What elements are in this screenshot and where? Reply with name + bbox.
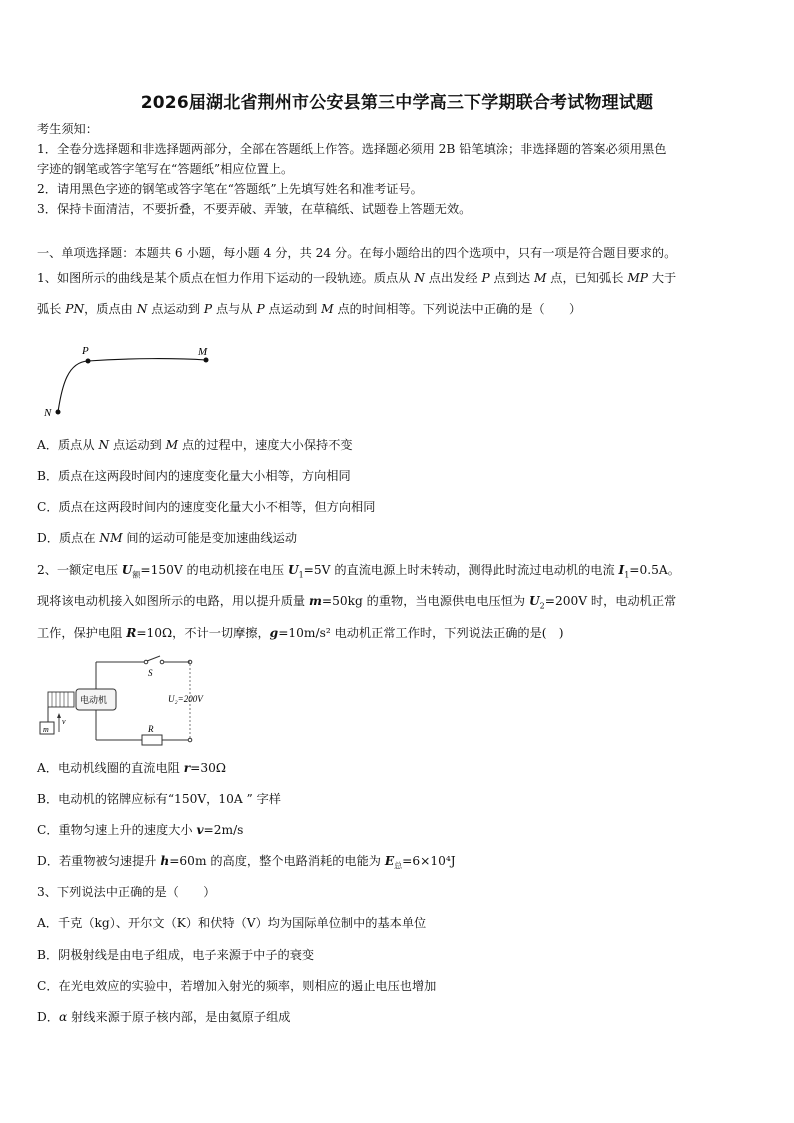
switch-contact xyxy=(160,660,164,664)
q2-stem-line: 现将该电动机接入如图所示的电路，用以提升质量 m=50kg 的重物，当电源供电电压恒为 $U_2=200V$ 时，电动机正常 xyxy=(37,594,677,611)
q1-stem-line: 弧长 PN，质点由 N 点运动到 P 点与从 P 点运动到 M 点的时间相等。下列说法中正确的是（ ） xyxy=(37,302,582,316)
q3-option-b: B．阴极射线是由电子组成，电子来源于中子的衰变 xyxy=(37,948,315,962)
notice-item: 字迹的钢笔或答字笔写在“答题纸”相应位置上。 xyxy=(37,162,294,176)
trajectory-curve xyxy=(58,359,206,412)
label-p: P xyxy=(82,345,89,357)
q3-stem: 3、下列说法中正确的是（ ） xyxy=(37,885,216,899)
q1-option-d: D．质点在 NM 间的运动可能是变加速曲线运动 xyxy=(37,531,298,545)
q3-option-a: A．千克（kg）、开尔文（K）和伏特（V）均为国际单位制中的基本单位 xyxy=(37,916,427,930)
point-p xyxy=(86,359,91,364)
q1-trajectory-figure xyxy=(36,340,226,420)
point-m xyxy=(204,358,209,363)
notice-item: 2．请用黑色字迹的钢笔或答字笔在“答题纸”上先填写姓名和准考证号。 xyxy=(37,182,423,196)
notice-item: 3．保持卡面清洁，不要折叠，不要弄破、弄皱，在草稿纸、试题卷上答题无效。 xyxy=(37,202,472,216)
q2-stem-line: 2、一额定电压 $U_额=150V$ 的电动机接在电压 $U_1=5V$ 的直流电源上时未转动，测得此时流过电动机的电流 $I_1=0.5A$。 xyxy=(37,563,680,580)
point-n xyxy=(56,410,61,415)
voltage-label: U₂=200V xyxy=(168,694,203,704)
velocity-label: v xyxy=(62,717,66,726)
q1-option-a: A．质点从 N 点运动到 M 点的过程中，速度大小保持不变 xyxy=(37,438,353,452)
terminal xyxy=(188,738,192,742)
label-m: M xyxy=(198,346,208,358)
page-title: 2026届湖北省荆州市公安县第三中学高三下学期联合考试物理试题 xyxy=(140,93,654,113)
mass-label: m xyxy=(43,725,49,734)
q1-option-c: C．质点在这两段时间内的速度变化量大小不相等，但方向相同 xyxy=(37,500,376,514)
q2-option-d: D．若重物被匀速提升 h=60m 的高度，整个电路消耗的电能为 $E_总=6\times 10^4J$ xyxy=(37,854,456,871)
q2-option-c: C．重物匀速上升的速度大小 v=2m/s xyxy=(37,823,244,837)
q1-stem-line: 1、如图所示的曲线是某个质点在恒力作用下运动的一段轨迹。质点从 N 点出发经 P 点到达 M 点，已知弧长 MP 大于 xyxy=(37,271,677,285)
notice-heading: 考生须知： xyxy=(37,122,98,136)
switch-blade xyxy=(147,656,160,661)
section-heading: 一、单项选择题：本题共 6 小题，每小题 4 分，共 24 分。在每小题给出的四个选项中，只有一项是符合题目要求的。 xyxy=(37,246,677,260)
q2-circuit-figure xyxy=(36,652,236,752)
q3-option-d: D．α 射线来源于原子核内部，是由氦原子组成 xyxy=(37,1010,291,1024)
q2-stem-line: 工作，保护电阻 R=10Ω，不计一切摩擦，g=10m/s² 电动机正常工作时，下列说法正确的是( ) xyxy=(37,626,564,640)
switch-label: S xyxy=(148,668,153,678)
label-n: N xyxy=(44,407,52,419)
q2-option-b: B．电动机的铭牌应标有“150V，10A ” 字样 xyxy=(37,792,281,806)
q3-option-c: C．在光电效应的实验中，若增加入射光的频率，则相应的遏止电压也增加 xyxy=(37,979,437,993)
q2-option-a: A．电动机线圈的直流电阻 r=30Ω xyxy=(37,761,226,775)
resistor xyxy=(142,735,162,745)
resistor-label: R xyxy=(148,724,154,734)
motor-label: 电动机 xyxy=(80,695,108,705)
q1-option-b: B．质点在这两段时间内的速度变化量大小相等，方向相同 xyxy=(37,469,351,483)
notice-item: 1．全卷分选择题和非选择题两部分，全部在答题纸上作答。选择题必须用 2B 铅笔填涂；非选择题的答案必须用黑色 xyxy=(37,142,667,156)
